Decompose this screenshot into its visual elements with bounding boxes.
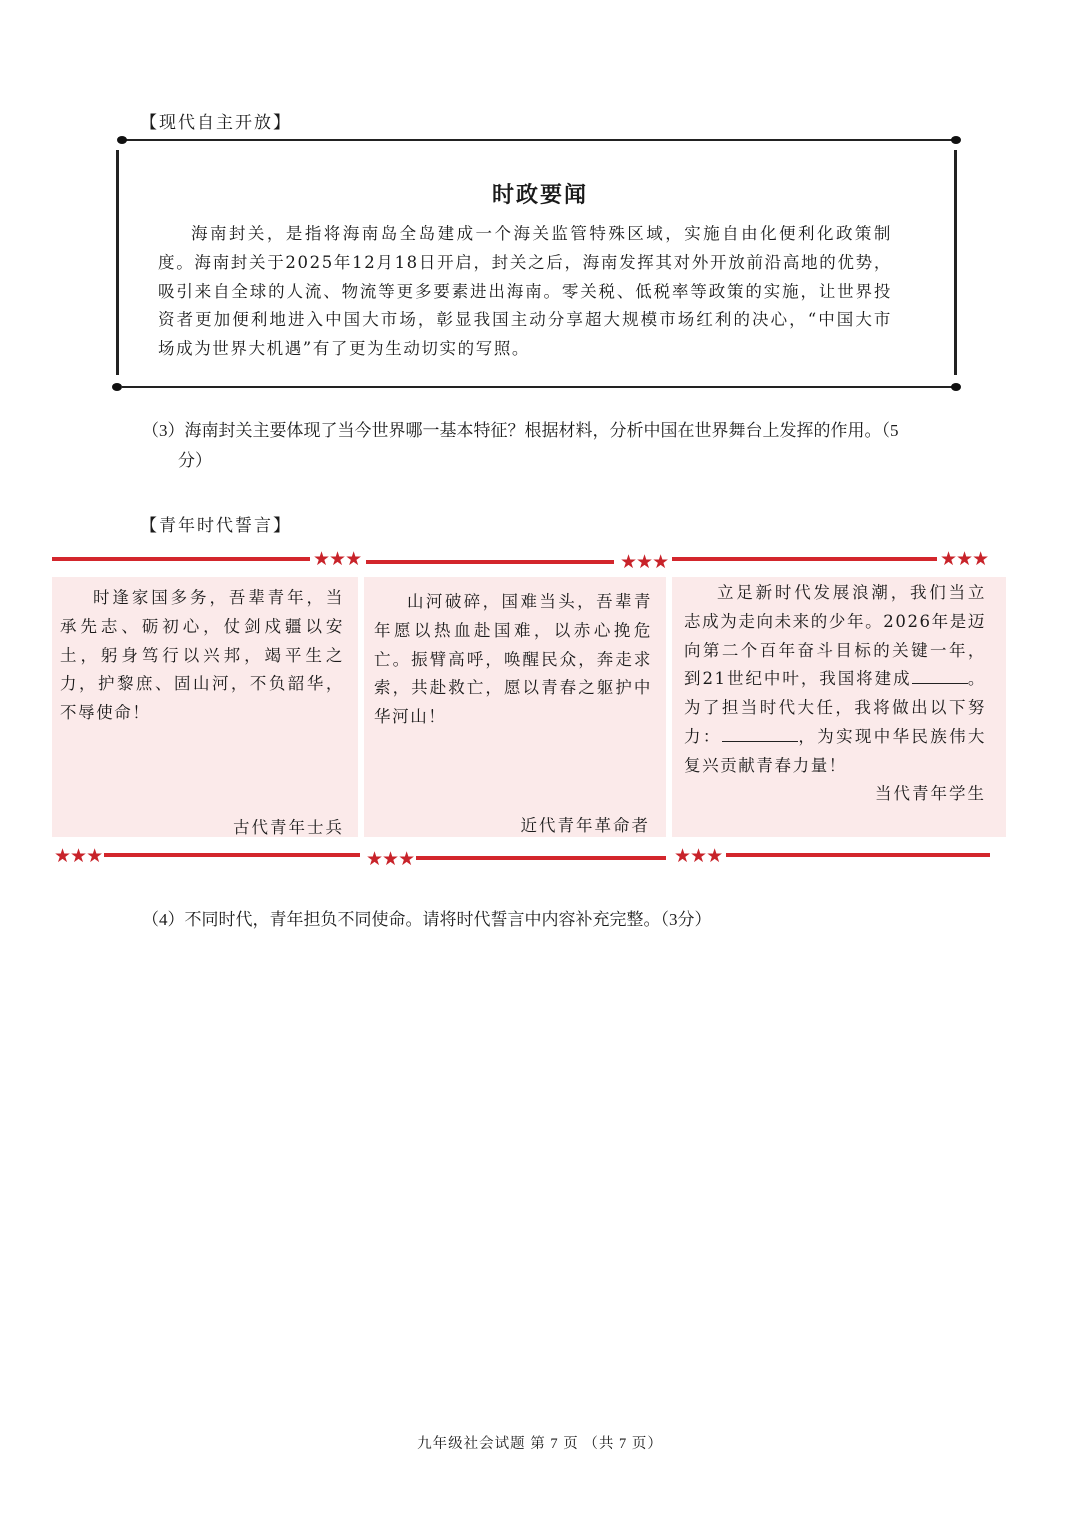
oath-paragraph: 时逢家国多务，吾辈青年，当承先志、砺初心，仗剑戍疆以安土，躬身笃行以兴邦，竭平生之力，护黎庶、固山河，不负韶华，不辱使命！ bbox=[60, 588, 344, 723]
oath-text-part: 。为了担当时代大任，我将做出以下努力： bbox=[684, 669, 987, 746]
stars-icon: ★★★ bbox=[313, 548, 362, 570]
frame-corner-dot bbox=[112, 383, 122, 391]
signature-modern-revolutionary: 近代青年革命者 bbox=[520, 816, 650, 835]
red-divider-line bbox=[416, 856, 666, 860]
stars-icon: ★★★ bbox=[620, 551, 669, 573]
question-3-line2: 分） bbox=[178, 451, 212, 470]
red-divider-line bbox=[672, 557, 937, 561]
frame-corner-dot bbox=[951, 383, 961, 391]
red-divider-line bbox=[366, 560, 614, 564]
oath-text-contemporary bbox=[684, 579, 986, 781]
frame-corner-dot bbox=[117, 136, 127, 144]
red-divider-line bbox=[726, 853, 990, 857]
stars-icon: ★★★ bbox=[54, 845, 103, 867]
signature-contemporary-student: 当代青年学生 bbox=[875, 784, 986, 803]
red-divider-line bbox=[104, 853, 360, 857]
frame-top-line bbox=[122, 139, 956, 141]
page-footer: 九年级社会试题 第 7 页 （共 7 页） bbox=[417, 1436, 663, 1452]
oath-text-part: ，为实现中华民族伟大复兴贡献青春力量！ bbox=[684, 726, 987, 775]
section-label-modern-opening: 【现代自主开放】 bbox=[140, 113, 292, 133]
stars-icon: ★★★ bbox=[940, 548, 989, 570]
news-title: 时政要闻 bbox=[491, 182, 588, 208]
answer-blank-1[interactable] bbox=[912, 665, 968, 684]
frame-bottom-line bbox=[122, 386, 956, 388]
frame-corner-dot bbox=[951, 136, 961, 144]
question-4: （4）不同时代，青年担负不同使命。请将时代誓言中内容补充完整。（3分） bbox=[142, 910, 712, 929]
news-paragraph: 海南封关，是指将海南岛全岛建成一个海关监管特殊区域，实施自由化便利化政策制度。海南封关于2025年12月18日开启，封关之后，海南发挥其对外开放前沿高地的优势，吸引来自全球的人流、物流等更多要素进出海南。零关税、低税率等政策的实施，让世界投资者更加便利地进入中国大市场，彰显我国主动分享超大规模市场红利的决心，“中国大市场成为世界大机遇”有了更为生动切实的写照。 bbox=[158, 224, 892, 359]
signature-ancient-soldier: 古代青年士兵 bbox=[233, 818, 344, 837]
red-divider-line bbox=[52, 557, 310, 561]
oath-text-part: 立足新时代发展浪潮，我们当立志成为走向未来的少年。2026年是迈向第二个百年奋斗目标的关键一年，到21世纪中叶，我国将建成 bbox=[684, 583, 986, 689]
section-label-youth-oath: 【青年时代誓言】 bbox=[140, 516, 292, 536]
oath-paragraph bbox=[684, 579, 986, 781]
oath-text-modern bbox=[374, 588, 652, 732]
oath-paragraph: 山河破碎，国难当头，吾辈青年愿以热血赴国难，以赤心挽危亡。振臂高呼，唤醒民众，奔走求索，共赴救亡，愿以青春之躯护中华河山！ bbox=[374, 592, 652, 727]
oath-text-ancient bbox=[60, 584, 344, 728]
news-body bbox=[158, 220, 892, 364]
question-3 bbox=[142, 416, 982, 476]
stars-icon: ★★★ bbox=[674, 845, 723, 867]
question-3-line1: （3）海南封关主要体现了当今世界哪一基本特征？根据材料，分析中国在世界舞台上发挥的作用。（5 bbox=[142, 421, 899, 440]
stars-icon: ★★★ bbox=[366, 848, 415, 870]
answer-blank-2[interactable] bbox=[722, 723, 798, 742]
